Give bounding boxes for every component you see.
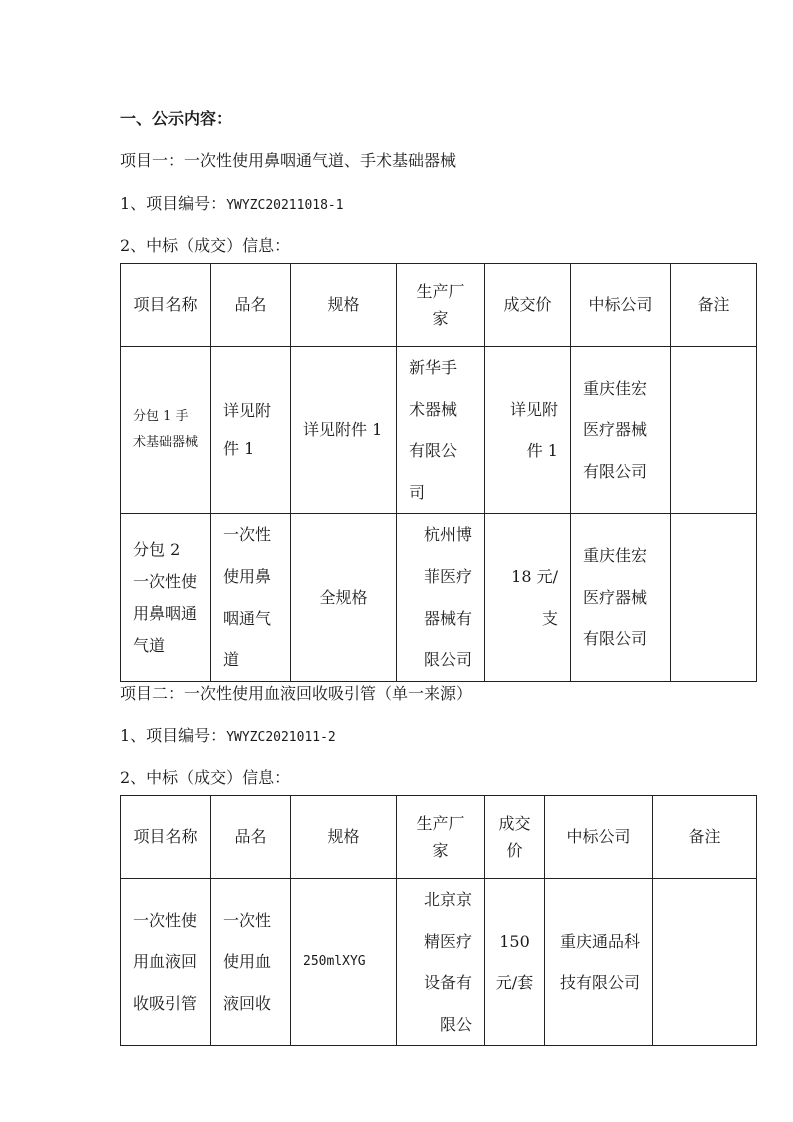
cell-price: 详见附件 1 [485, 347, 571, 514]
header-cell: 项目名称 [121, 796, 211, 879]
cell-maker: 杭州博菲医疗器械有限公司 [397, 514, 485, 681]
cell-product: 一次性使用血液回收 [211, 879, 291, 1046]
header-cell: 生产厂家 [397, 796, 485, 879]
cell-maker: 北京京精医疗设备有限公 [397, 879, 485, 1046]
cell-spec: 详见附件 1 [291, 347, 397, 514]
cell-company: 重庆佳宏医疗器械有限公司 [571, 347, 671, 514]
cell-project: 一次性使用血液回收吸引管 [121, 879, 211, 1046]
table-row [121, 879, 757, 1046]
table-row [121, 514, 757, 681]
cell-price: 150 元/套 [485, 879, 545, 1046]
cell-price: 18 元/支 [485, 514, 571, 681]
project1-table [120, 263, 757, 682]
project2-number-line [120, 723, 336, 746]
cell-company: 重庆通品科技有限公司 [545, 879, 653, 1046]
header-cell: 生产厂家 [397, 264, 485, 347]
project2-table [120, 795, 757, 1046]
header-cell: 项目名称 [121, 264, 211, 347]
cell-product: 一次性使用鼻咽通气道 [211, 514, 291, 681]
cell-note [671, 514, 757, 681]
header-cell: 备注 [671, 264, 757, 347]
header-cell: 成交价 [485, 796, 545, 879]
cell-project: 分包 1 手术基础器械 [121, 347, 211, 514]
header-cell: 品名 [211, 796, 291, 879]
table-row [121, 347, 757, 514]
project2-number-label: 1、项目编号： [120, 726, 227, 745]
cell-spec: 250mlXYG [291, 879, 397, 1046]
header-cell: 成交价 [485, 264, 571, 347]
project1-info-label: 2、中标（成交）信息： [120, 236, 291, 255]
project1-number: YWYZC20211018-1 [226, 198, 344, 213]
project1-number-label: 1、项目编号： [120, 194, 227, 213]
project2-info-label: 2、中标（成交）信息： [120, 768, 291, 787]
cell-product: 详见附件 1 [211, 347, 291, 514]
section-heading: 一、公示内容： [120, 109, 233, 128]
project1-title: 项目一：一次性使用鼻咽通气道、手术基础器械 [120, 151, 457, 170]
cell-company: 重庆佳宏医疗器械有限公司 [571, 514, 671, 681]
header-cell: 规格 [291, 796, 397, 879]
header-cell: 品名 [211, 264, 291, 347]
table-header-row [121, 796, 757, 879]
header-cell: 规格 [291, 264, 397, 347]
project2-number: YWYZC2021011-2 [226, 730, 336, 745]
cell-note [671, 347, 757, 514]
header-cell: 中标公司 [545, 796, 653, 879]
cell-note [653, 879, 757, 1046]
project1-number-line [120, 191, 344, 214]
table-header-row [121, 264, 757, 347]
project2-title: 项目二：一次性使用血液回收吸引管（单一来源） [120, 684, 473, 703]
cell-project: 分包 2 一次性使用鼻咽通气道 [121, 514, 211, 681]
header-cell: 备注 [653, 796, 757, 879]
header-cell: 中标公司 [571, 264, 671, 347]
cell-spec: 全规格 [291, 514, 397, 681]
cell-maker: 新华手术器械有限公司 [397, 347, 485, 514]
